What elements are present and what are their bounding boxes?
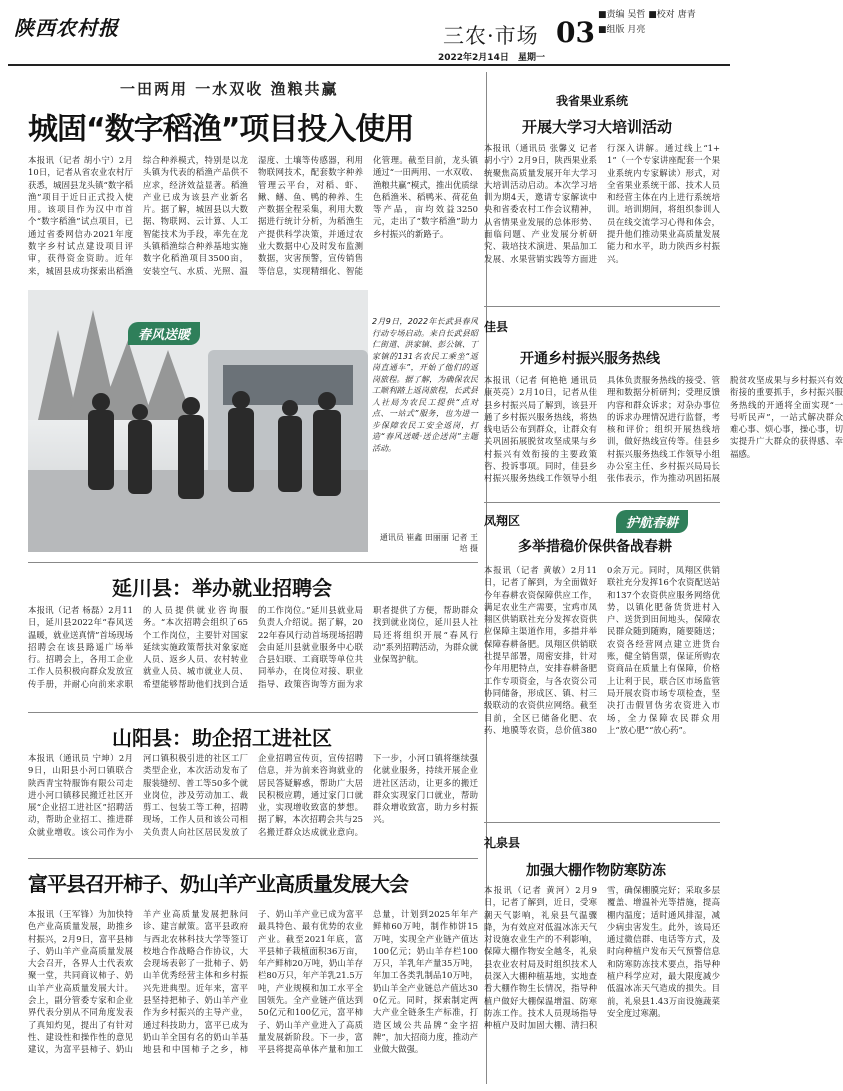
- divider: [28, 562, 478, 563]
- fengxiang-section: 凤翔区: [484, 514, 521, 528]
- paper-name: 陕西农村报: [14, 16, 119, 40]
- yanchuan-body: 本报讯（记者 杨磊）2月11日，延川县2022年“春风送温暖，就业送真情”首场现场招聘会在该县路遥广场举行。招聘会上，各用工企业工作人员积极向群众发放宣传手册，并耐心向前来求职的人员提供就业咨询服务。“本次招聘会组织了65个工作岗位，主要针对国家延续实施政策帮扶对象家庭人员、返乡人员、农村转业就业人员、城市就业人员、希望能够帮助他们找到合适的工作岗位。”延川县就业局负责人介绍说。据了解，2022年春风行动首场现场招聘会由延川县就业服务中心联合县妇联、工商联等单位共同举办，在岗位对接、职业指导、政策咨询等方面为求职者提供了方便，帮助群众找到就业岗位，延川县人社局还将组织开展“春风行动”系列招聘活动，为群众就业保驾护航。: [28, 605, 478, 689]
- chunfeng-tag: 春风送暖: [128, 322, 200, 345]
- lead-headline: 城固“数字稻渔”项目投入使用: [28, 112, 414, 147]
- lead-body: 本报讯（记者 胡小宁）2月10日，记者从省农业农村厅获悉，城固县龙头镇“数字稻渔”项目于近日正式投入使用。该项目作为汉中市首个“数字稻渔”试点项目，已通过省委网信办2021年度数字乡村试点建设项目评审，获得资金资助。近年来，城固县成功探索出稻渔综合种养模式，特别是以龙头镇为代表的稻渔产品供不应求，经济效益显著。稻渔产业已成为该县产业新名片。据了解，城固县以大数据、物联网、云计算、人工智能技术为手段，率先在龙头镇稻渔综合种养基地实施数字化稻渔项目3500亩，安装空气、水质、光照、温湿度、土壤等传感器，利用物联网技术，配套数字种养管理云平台，对稻、虾、鳅、鳝、鱼、鸭的种养、生产数据全程采集，利用大数据进行统计分析，为稻渔生产提供科学决策，并通过农业大数据中心及时发布监测数据，灾害预警，宣传销售等信息，实现精细化、智能化管理。截至目前，龙头镇通过“一田两用、一水双收、渔粮共赢”模式，推出优质绿色稻渔米、稻鸭米、荷花鱼等产品，亩均效益3250元，走出了“数字稻渔”助力乡村振兴的新路子。: [28, 155, 478, 276]
- jiaxian-section: 佳县: [484, 320, 509, 334]
- masthead: [8, 6, 728, 64]
- fuping-body: 本报讯（王军锋）为加快特色产业高质量发展，助推乡村振兴，2月9日，富平县柿子、奶山羊产业高质量发展大会召开，各界人士代表欢聚一堂，共同商议柿子、奶山羊产业高质量发展大计。会上，副分管委专家和企业界代表分别从不同角度发表了真知灼见，提出了有针对性、建设性和操作性的意见建议，为富平县柿子、奶山羊产业高质量发展把脉问诊、建言献策。富平县政府与西北农林科技大学等签订校地合作战略合作协议，大会现场表彰了一批柿子、奶山羊优秀经营主体和乡村振兴先进典型。近年来，富平县坚持把柿子、奶山羊产业作为乡村振兴的主导产业，通过科技助力，富平已成为奶山羊全国有名的奶山羊基地县和中国柿子之乡，柿子、奶山羊产业已成为富平最具特色、最有优势的农业产业。截至2021年底，富平县柿子栽植面积36万亩，年产鲜柿20万吨，奶山羊存栏80万只，年产羊乳21.5万吨，产业规模和加工水平全国领先。全产业链产值达到50亿元和100亿元，富平柿子、奶山羊产业进入了高质量发展新阶段。下一步，富平县将提高单体产量和加工总量，计划到2025年年产鲜柿60万吨，制作柿饼15万吨，实现全产业链产值达100亿元；奶山羊存栏100万只，羊乳年产量35万吨，年加工各类乳制品10万吨，奶山羊全产业链总产值达300亿元。同时，探索制定两大产业全链条生产标准，打造区域公共品牌“金字招牌”，加大招商力度，推动产业做大做强。: [28, 909, 478, 1055]
- masthead-rule: [8, 64, 730, 66]
- masthead-date-line: [438, 50, 545, 63]
- editor-name: 吴哲: [627, 10, 646, 20]
- layout-label: 组版: [606, 25, 625, 35]
- photo-credit: 通讯员 崔鑫 田丽丽 记者 王培 摄: [379, 533, 478, 553]
- divider: [28, 858, 478, 859]
- fengxiang-body: 本报讯（记者 黄敏）2月11日，记者了解到，为全面做好今年春耕农资保障供应工作，满足农业生产需要，宝鸡市凤翔区供销联社充分发挥农资供应保障主渠道作用，多措并举保障春耕备肥。凤翔区供销联社提早部署，周密安排，针对今年用肥特点，安排春耕备肥工作专项资金，与各农资公司协同储备，形成区、镇、村三级联动的农资供应网络。截至目前，全区已储备化肥、农药、地膜等农资，总价值3800余万元。同时，凤翔区供销联社充分发挥16个农资配送站和137个农资供应服务网络优势，以镇化肥备货货进村入户、送货到田间地头，保障农民群众随到随购，随要随送；农资各经营网点建立进货台账，健全销售票，保证所购农资商品在质量上有保障，价格上让利于民，联合区市场监管局开展农资市场专项检查，坚决打击假冒伪劣农资进入市场，全力保障农民群众用上“放心肥”“放心药”。: [484, 565, 720, 735]
- jiaxian-body: 本报讯（记者 何艳艳 通讯员 康英亮）2月10日，记者从佳县乡村振兴局了解到，该县开通了乡村振兴服务热线，将热线电话公布到群众，让群众有关巩固拓展脱贫攻坚成果与乡村振兴有效衔接的主要政策咨、投诉事项。同时，佳县乡村振兴服务热线工作领导小组具体负责服务热线的接受、管理和数据分析研判；受理反馈内容和群众诉求；对杂办事位的诉求办理情况进行监督，考核和评价；组织开展热线培训，做好热线宣传等。佳县乡村振兴服务热线工作领导小组办公室主任、乡村振兴局局长张伟表示，作为推动巩固拓展脱贫攻坚成果与乡村振兴有效衔接的重要抓手，乡村振兴服务热线的开通将全面实现“一号听民声”，一站式解决群众难心事、烦心事，操心事，切实提升广大群众的获得感、幸福感。: [484, 375, 843, 484]
- huhang-tag: 护航春耕: [616, 510, 688, 533]
- shanyang-body: 本报讯（通讯员 宁坤）2月9日，山阳县小河口镇联合陕西青宝特服饰有限公司走进小河口镇移民搬迁社区开展“企业招工进社区”招聘活动，帮助企业招工、推进群众就业增收。该公司作为小河口镇积极引进的社区工厂类型企业，本次活动发布了服装缝纫、普工等50多个就业岗位，涉及劳动加工、裁剪工、包装工等工种，招聘现场，工作人员和该公司相关负责人向社区居民发放了企业招聘宣传页，宣传招聘信息，并为前来咨询就业的居民答疑解惑，帮助广大居民积极应聘，通过家门口就业，实现增收致富的梦想。据了解，本次招聘会共与25名搬迁群众达成就业意向。下一步，小河口镇将继续强化就业服务，持续开展企业进社区活动，让更多的搬迁群众实现家门口就业，帮助群众增收致富，助力乡村振兴。: [28, 753, 478, 837]
- photo-caption: [372, 316, 478, 554]
- liquan-body: 本报讯（记者 黄河）2月9日，记者了解到，近日，受寒潮天气影响，礼泉县气温骤降，为有效应对低温冰冻天气对设施农业生产的不利影响，保障大棚作物安全越冬，礼泉县农业农村局及时组织技术人员深入大棚种植基地，实地查看大棚作物生长情况，指导种植户做好大棚保温增温、防寒防冻工作。技术人员现场指导种植户及时加固大棚、清扫积雪，确保棚膜完好；采取多层覆盖、增温补光等措施，提高棚内温度；适时通风排湿，减少病虫害发生。此外，该局还通过微信群、电话等方式，及时向种植户发布天气预警信息和防寒防冻技术要点，指导种植户科学应对，最大限度减少低温冰冻天气造成的损失。目前，礼泉县1.43万亩设施蔬菜安全度过寒潮。: [484, 885, 720, 1031]
- section-name: 三农·市场: [443, 24, 539, 48]
- issue-weekday: 星期一: [517, 53, 545, 63]
- divider: [484, 306, 720, 307]
- lead-kicker: 一田两用 一水双收 渔粮共赢: [120, 80, 339, 98]
- staff-credits: [598, 8, 696, 38]
- jiaxian-headline: 开通乡村振兴服务热线: [520, 351, 660, 367]
- proof-name: 唐青: [677, 10, 696, 20]
- wosheng-headline: 我省果业系统: [556, 94, 629, 108]
- divider: [28, 712, 478, 713]
- fengxiang-headline: 多举措稳价保供备战春耕: [518, 539, 672, 555]
- shanyang-headline: 山阳县：助企招工进社区: [112, 726, 332, 750]
- editor-label: 责编: [606, 10, 625, 20]
- proof-label: 校对: [656, 10, 675, 20]
- divider: [484, 502, 720, 503]
- yanchuan-headline: 延川县：举办就业招聘会: [112, 576, 332, 600]
- credit-row: ■责编 吴哲 ■校对 唐青: [598, 10, 696, 20]
- page-number: 03: [556, 16, 595, 49]
- caption-text: 2月9日，2022年长武县春风行动专场启动。来自长武县昭仁街道、洪家镇、彭公镇、丁家镇的131名农民工乘坐“返岗直通车”，开始了他们的返岗旅程。据了解，为确保农民工顺利踏上返岗旅程，长武县人社局为农民工提供“点对点、一站式”服务，也为进一步保障农民工安全返岗，打造“春风送暖·送企送岗”主题活动。: [372, 317, 478, 453]
- fuping-headline: 富平县召开柿子、奶山羊产业高质量发展大会: [28, 872, 408, 896]
- divider: [484, 822, 720, 823]
- credit-row: ■组版 月亮: [598, 25, 646, 35]
- wosheng-subhead: 开展大学习大培训活动: [522, 118, 673, 136]
- liquan-section: 礼泉县: [484, 836, 521, 850]
- layout-name: 月亮: [627, 25, 646, 35]
- issue-date: 2022年2月14日: [438, 53, 509, 63]
- liquan-headline: 加强大棚作物防寒防冻: [526, 863, 666, 879]
- wosheng-body: 本报讯（通讯员 张馨义 记者 胡小宁）2月9日，陕西果业系统聚焦高质量发展开年大学习大培训活动启动。本次学习培训为期4天，邀请专家解读中央和省委农村工作会议精神，从省情果业发展的总体形势、面临问题、产业发展分析研究、栽培技术演进、果品加工发展、水果营销实践等方面进行深入讲解。通过线上“1+1”（一个专家讲座配套一个果业系统内专家解读）形式，对全省果业系统干部、技术人员和经营主体在内上进行系统培训。培训期间，将组织参训人员在线交流学习心得和体会，提升他们推动果业高质量发展能力和水平，助力陕西乡村振兴。: [484, 143, 720, 264]
